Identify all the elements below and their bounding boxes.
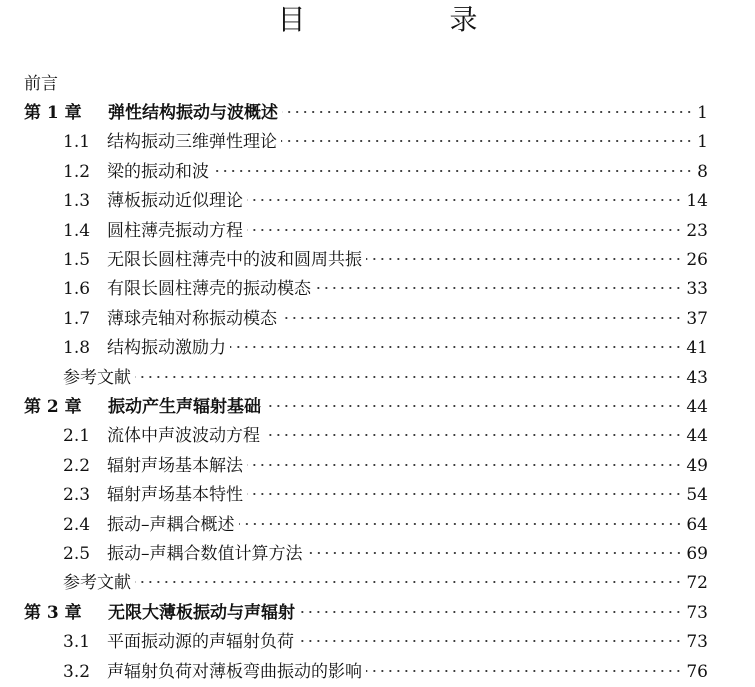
dot-leader: [135, 580, 682, 584]
chapter-number: 第 2 章: [24, 397, 82, 417]
entry-title: 辐射声场基本解法: [107, 455, 243, 476]
section-number: 1.2: [63, 161, 91, 182]
dot-leader: [281, 316, 682, 320]
toc-section-entry[interactable]: [63, 482, 708, 508]
page-number: 49: [686, 455, 708, 476]
entry-title: 辐射声场基本特性: [107, 485, 243, 506]
toc-chapter-entry[interactable]: [24, 600, 708, 626]
dot-leader: [247, 198, 682, 202]
page-number: 69: [686, 544, 708, 564]
entry-title: 声辐射负荷对薄板弯曲振动的影响: [107, 661, 362, 682]
toc-section-entry[interactable]: [63, 659, 708, 685]
page-number: 26: [686, 250, 708, 270]
entry-title: 弹性结构振动与波概述: [108, 103, 278, 123]
section-number: 1.1: [63, 132, 91, 153]
section-number: 1.6: [63, 279, 91, 300]
section-number: 2.5: [63, 544, 91, 564]
section-number: 1.7: [63, 308, 91, 329]
toc-chapter-entry[interactable]: [24, 394, 708, 420]
section-number: 3.1: [63, 632, 91, 653]
toc-section-entry[interactable]: [63, 423, 708, 449]
dot-leader: [298, 639, 682, 643]
section-number: 2.2: [63, 455, 91, 476]
section-number: 2.1: [63, 426, 91, 447]
preface-entry[interactable]: 前言: [24, 74, 58, 94]
toc-section-entry[interactable]: [63, 512, 708, 538]
dot-leader: [264, 433, 682, 437]
dot-leader: [239, 522, 683, 526]
entry-title: 参考文献: [63, 573, 131, 594]
section-number: 1.3: [63, 191, 91, 212]
chapter-number: 第 3 章: [24, 602, 82, 623]
toc-section-entry[interactable]: [63, 541, 708, 567]
dot-leader: [366, 257, 682, 261]
dot-leader: [307, 551, 683, 555]
page-number: 1: [697, 132, 708, 153]
page-number: 64: [686, 514, 708, 535]
entry-title: 无限大薄板振动与声辐射: [108, 602, 295, 623]
dot-leader: [366, 669, 682, 673]
toc-section-entry[interactable]: [63, 276, 708, 302]
dot-leader: [247, 463, 682, 467]
dot-leader: [213, 169, 693, 173]
dot-leader: [230, 345, 682, 349]
page-number: 54: [686, 485, 708, 506]
entry-title: 平面振动源的声辐射负荷: [107, 632, 294, 653]
page-number: 33: [686, 279, 708, 300]
section-number: 2.3: [63, 485, 91, 506]
entry-title: 振动–声耦合数值计算方法: [107, 544, 303, 564]
page-number: 1: [697, 103, 708, 123]
page-number: 14: [686, 191, 708, 212]
entry-title: 结构振动激励力: [107, 338, 226, 359]
section-number: 1.5: [63, 250, 91, 270]
toc-section-entry[interactable]: [63, 129, 708, 155]
section-number: 2.4: [63, 514, 91, 535]
toc-section-entry[interactable]: [63, 159, 708, 185]
toc-section-entry[interactable]: [63, 218, 708, 244]
toc-references-entry[interactable]: [63, 365, 708, 391]
toc-references-entry[interactable]: [63, 570, 708, 596]
dot-leader: [282, 110, 693, 114]
entry-title: 薄球壳轴对称振动模态: [107, 308, 277, 329]
entry-title: 梁的振动和波: [107, 161, 209, 182]
toc-section-entry[interactable]: [63, 335, 708, 361]
page-number: 41: [686, 338, 708, 359]
page-number: 76: [686, 661, 708, 682]
entry-title: 结构振动三维弹性理论: [107, 132, 277, 153]
entry-title: 振动产生声辐射基础: [108, 397, 261, 417]
entry-title: 圆柱薄壳振动方程: [107, 220, 243, 241]
section-number: 3.2: [63, 661, 91, 682]
toc-section-entry[interactable]: [63, 306, 708, 332]
chapter-number: 第 1 章: [24, 103, 82, 123]
toc-section-entry[interactable]: [63, 629, 708, 655]
dot-leader: [281, 139, 693, 143]
entry-title: 薄板振动近似理论: [107, 191, 243, 212]
toc-chapter-entry[interactable]: [24, 100, 708, 126]
dot-leader: [135, 375, 682, 379]
section-number: 1.8: [63, 338, 91, 359]
dot-leader: [299, 610, 682, 614]
section-number: 1.4: [63, 220, 91, 241]
page-number: 73: [686, 602, 708, 623]
page-number: 73: [686, 632, 708, 653]
entry-title: 振动–声耦合概述: [107, 514, 235, 535]
entry-title: 无限长圆柱薄壳中的波和圆周共振: [107, 250, 362, 270]
page-number: 23: [686, 220, 708, 241]
dot-leader: [315, 286, 682, 290]
toc-section-entry[interactable]: [63, 453, 708, 479]
page-number: 43: [686, 367, 708, 388]
toc-section-entry[interactable]: [63, 247, 708, 273]
page-number: 72: [686, 573, 708, 594]
dot-leader: [247, 492, 682, 496]
entry-title: 参考文献: [63, 367, 131, 388]
page-number: 37: [686, 308, 708, 329]
toc-section-entry[interactable]: [63, 188, 708, 214]
entry-title: 有限长圆柱薄壳的振动模态: [107, 279, 311, 300]
dot-leader: [247, 228, 682, 232]
page-number: 44: [686, 397, 708, 417]
dot-leader: [265, 404, 682, 408]
entry-title: 流体中声波波动方程: [107, 426, 260, 447]
page-number: 44: [686, 426, 708, 447]
page-title: 目 录: [277, 3, 536, 36]
page-number: 8: [697, 161, 708, 182]
